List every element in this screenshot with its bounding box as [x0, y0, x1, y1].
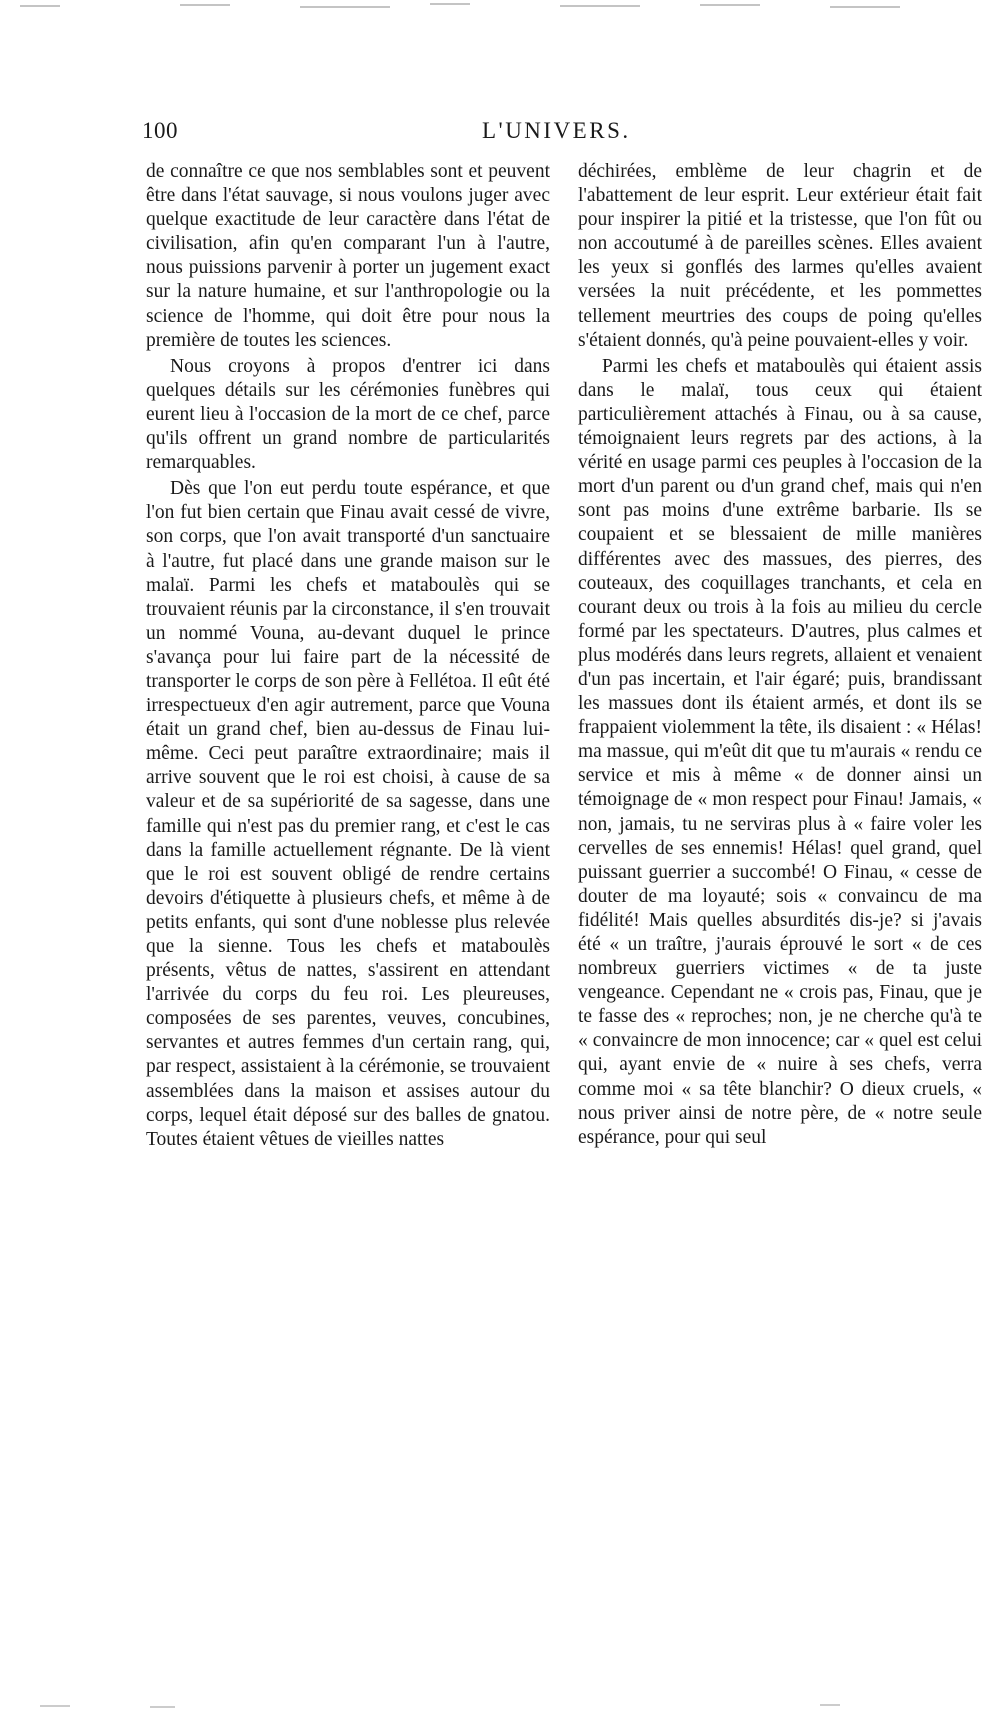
page-number: 100	[142, 118, 178, 143]
paragraph: Dès que l'on eut perdu toute espérance, et que l'on fut bien certain que Finau avait cessé de vivre, son corps, que l'on avait transporté d'un sanctuaire à l'autre, fut placé dans une grande maison sur le malaï. Parmi les chefs et mataboulès qui se trouvaient réunis par la circonstance, il s'en trouvait un nommé Vouna, au-devant duquel le prince s'avança pour lui faire part de la nécessité de transporter le corps de son père à Fellétoa. Il eût été irrespectueux d'en agir autrement, parce que Vouna était un grand chef, bien au-dessus de Finau lui-même. Ceci peut paraître extraordinaire; mais il arrive souvent que le roi est choisi, à cause de sa valeur et de sa supériorité de sa sagesse, dans une famille qui n'est pas du premier rang, et c'est le cas dans la famille actuellement régnante. De là vient que le roi est souvent obligé de rendre certains devoirs d'étiquette à plusieurs chefs, et même à de petits enfants, qui sont d'une noblesse plus relevée que la sienne. Tous les chefs et mataboulès présents, vêtus de nattes, s'assirent en attendant l'arrivée du corps du feu roi. Les pleureuses, composées de ses parentes, veuves, concubines, servantes et autres femmes d'un certain rang, qui, par respect, assistaient à la cérémonie, se trouvaient assemblées dans la maison et assises autour du corps, lequel était déposé sur des balles de gnatou. Toutes étaient vêtues de vieilles nattes	[146, 478, 550, 1150]
left-column	[146, 160, 550, 1154]
right-column	[578, 160, 982, 1152]
paragraph: de connaître ce que nos semblables sont et peuvent être dans l'état sauvage, si nous voulons juger avec quelque exactitude de leur caractère dans l'état de civilisation, afin qu'en comparant l'un à l'autre, nous puissions parvenir à porter un jugement exact sur la nature humaine, et sur l'anthropologie ou la science de l'homme, qui doit être pour nous la première de toutes les sciences.	[146, 161, 550, 351]
scan-edge-top	[0, 0, 990, 14]
paragraph: déchirées, emblème de leur chagrin et de l'abattement de leur esprit. Leur extérieur était fait pour inspirer la pitié et la tristesse, que l'on fût ou non accoutumé à de pareilles scènes. Elles avaient les yeux si gonflés des larmes qu'elles avaient versées la nuit précédente, et les pommettes tellement meurtries des coups de poing qu'elles s'étaient donnés, qu'à peine pouvaient-elles y voir.	[578, 161, 982, 351]
paragraph: Nous croyons à propos d'entrer ici dans quelques détails sur les cérémonies funèbres qui eurent lieu à l'occasion de la mort de ce chef, parce qu'ils offrent un grand nombre de particularités remarquables.	[146, 355, 550, 474]
paragraph: Parmi les chefs et mataboulès qui étaient assis dans le malaï, tous ceux qui étaient particulièrement attachés à Finau, ou à sa cause, témoignaient leurs regrets par des actions, à la vérité en usage parmi ces peuples à l'occasion de la mort d'un parent ou d'un grand chef, mais qui n'en sont pas moins d'une extrême barbarie. Ils se coupaient et se blessaient de mille manières différentes avec des massues, des pierres, des couteaux, des coquillages tranchants, et cela en courant deux ou trois à la fois au milieu du cercle formé par les spectateurs. D'autres, plus calmes et plus modérés dans leurs regrets, allaient et venaient d'un pas incertain, et l'air égaré; puis, brandissant les massues dont ils étaient armés, et dont ils se frappaient violemment la tête, ils disaient : « Hélas! ma massue, qui m'eût dit que tu m'aurais « rendu ce service et mis à même « de donner ainsi un témoignage de « mon respect pour Finau! Jamais, « non, jamais, tu ne serviras plus à « faire voler les cervelles de ses ennemis! Hélas! quel grand, quel puissant guerrier a succombé! O Finau, « cesse de douter de ma loyauté; sois « convaincu de ma fidélité! Mais quelles absurdités dis-je? si j'avais été « un traître, j'aurais éprouvé le sort « de ces nombreux guerriers victimes « de ta juste vengeance. Cependant ne « crois pas, Finau, que je te fasse des « reproches; non, je ne cherche qu'à te « convaincre de mon innocence; car « quel est celui qui, ayant envie de « nuire à ses chefs, verra comme moi « sa tête blanchir? O dieux cruels, « nous priver ainsi de notre père, de « notre seule espérance, pour qui seul	[578, 355, 982, 1148]
page-header	[142, 118, 984, 152]
running-title: L'UNIVERS.	[482, 118, 631, 143]
scan-edge-bottom	[0, 1700, 990, 1714]
